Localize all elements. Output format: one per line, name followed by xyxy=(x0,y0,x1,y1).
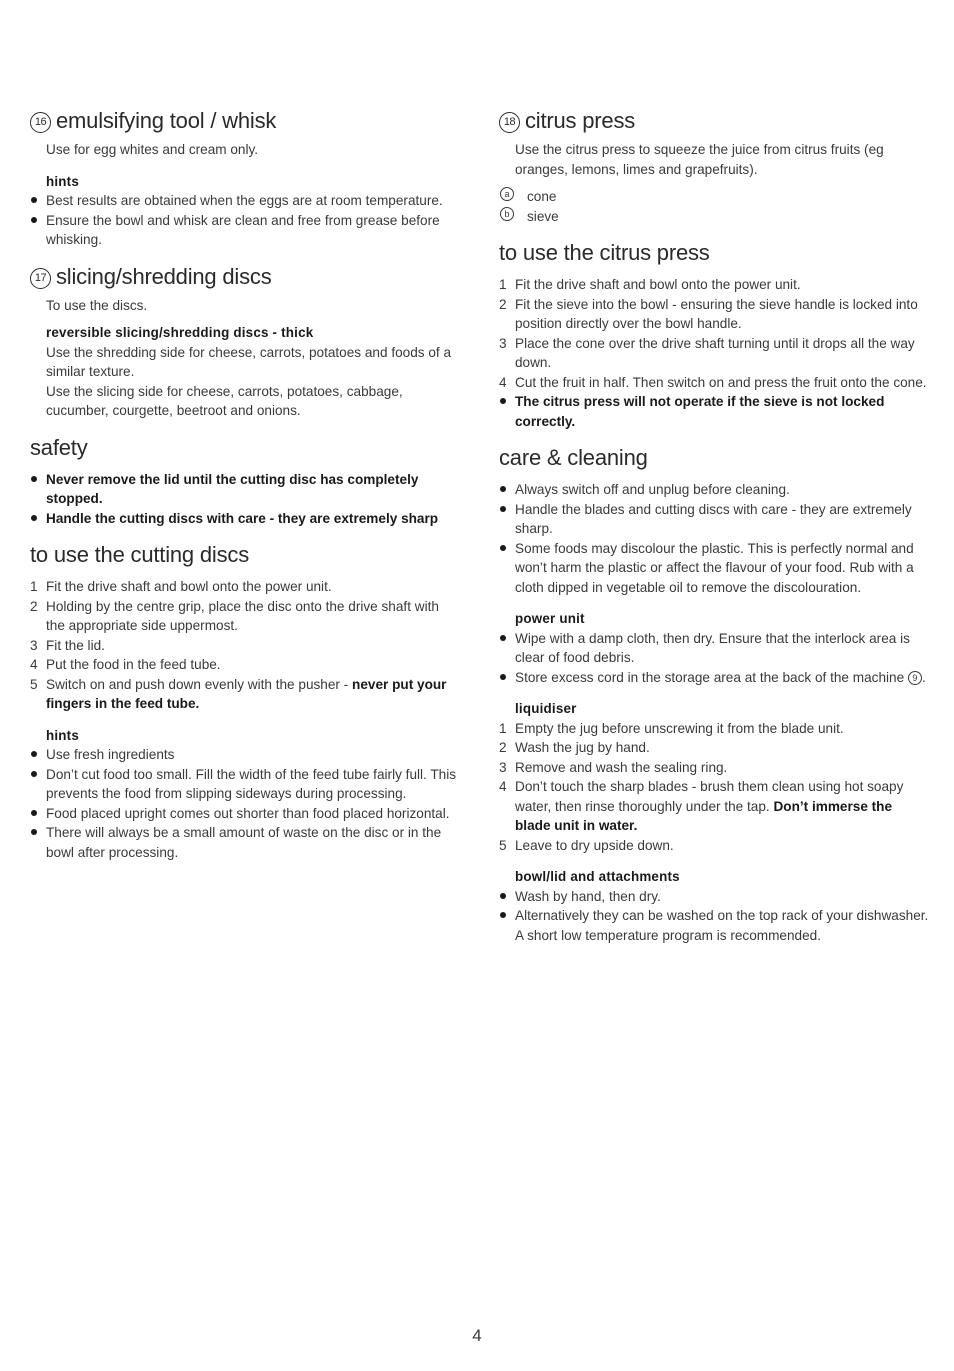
list-item: 2 Fit the sieve into the bowl - ensuring the sieve handle is locked into position directly over the bowl handle. xyxy=(499,296,918,331)
list-item: Wash by hand, then dry. xyxy=(499,887,929,907)
list-item: Handle the cutting discs with care - they are extremely sharp xyxy=(30,509,460,529)
heading-citrus: 18 citrus press xyxy=(499,106,929,136)
heading-whisk: 16 emulsifying tool / whisk xyxy=(30,106,460,136)
list-item: a cone xyxy=(499,187,929,207)
list-item: Best results are obtained when the eggs are at room temperature. xyxy=(30,191,460,211)
list-item: 3 Fit the lid. xyxy=(30,637,105,653)
list-item: 2 Holding by the centre grip, place the disc onto the drive shaft with the appropriate side uppermost. xyxy=(30,598,439,633)
section-safety xyxy=(30,433,460,529)
list-item: 1 Fit the drive shaft and bowl onto the power unit. xyxy=(30,579,332,594)
list-item: Alternatively they can be washed on the top rack of your dishwasher. A short low temperature program is recommended. xyxy=(499,906,929,945)
list-item: 4 Don’t touch the sharp blades - brush them clean using hot soapy water, then rinse thoroughly under the tap. Don’t immerse the blade unit in water. xyxy=(499,779,904,833)
list-item: 5 Leave to dry upside down. xyxy=(499,837,674,853)
list-item: Food placed upright comes out shorter than food placed horizontal. xyxy=(30,804,460,824)
list-item: Don’t cut food too small. Fill the width of the feed tube fairly full. This prevents the food from slipping sideways during processing. xyxy=(30,765,460,804)
list-item: 2 Wash the jug by hand. xyxy=(499,740,650,755)
care-list xyxy=(499,480,929,597)
right-column xyxy=(499,106,929,957)
discs-intro: To use the discs. xyxy=(46,297,148,313)
bowl-lid-list xyxy=(499,887,929,946)
discs-text-shredding: Use the shredding side for cheese, carrots, potatoes and foods of a similar texture. xyxy=(46,344,452,379)
number-badge: 18 xyxy=(499,112,520,133)
heading-safety: safety xyxy=(30,434,88,460)
list-item: 4 Put the food in the feed tube. xyxy=(30,657,221,672)
list-item: Some foods may discolour the plastic. This is perfectly normal and won’t harm the plastic or affect the flavour of your food. Rub with a cloth dipped in vegetable oil to remove the discolouration. xyxy=(499,539,929,598)
section-whisk xyxy=(30,106,460,250)
whisk-hints-label: hints xyxy=(46,173,79,189)
list-item: 5 Switch on and push down evenly with the pusher - never put your fingers in the feed tube. xyxy=(30,676,447,711)
list-item: Ensure the bowl and whisk are clean and free from grease before whisking. xyxy=(30,211,460,250)
section-cutting xyxy=(30,540,460,862)
cutting-steps xyxy=(30,577,460,714)
list-item: 3 Remove and wash the sealing ring. xyxy=(499,759,728,775)
discs-text-slicing: Use the slicing side for cheese, carrots, potatoes, cabbage, cucumber, courgette, beetroot and onions. xyxy=(46,383,403,418)
list-item: Wipe with a damp cloth, then dry. Ensure that the interlock area is clear of food debris. xyxy=(499,629,929,668)
list-item: b sieve xyxy=(499,207,929,227)
power-unit-label: power unit xyxy=(515,611,585,626)
list-item: Use fresh ingredients xyxy=(30,745,460,765)
heading-use-citrus: to use the citrus press xyxy=(499,240,710,265)
list-item: Always switch off and unplug before cleaning. xyxy=(499,480,929,500)
section-citrus xyxy=(499,106,929,226)
number-badge: 17 xyxy=(30,268,51,289)
heading-care: care & cleaning xyxy=(499,445,648,470)
citrus-intro: Use the citrus press to squeeze the juice from citrus fruits (eg oranges, lemons, limes and grapefruits). xyxy=(515,142,884,177)
section-discs xyxy=(30,262,460,421)
left-column xyxy=(30,106,460,874)
liquidiser-steps xyxy=(499,719,929,856)
reference-badge: 9 xyxy=(908,671,922,685)
cutting-hints-label: hints xyxy=(46,727,79,743)
list-item: 1 Empty the jug before unscrewing it from the blade unit. xyxy=(499,720,844,736)
discs-sub-label: reversible slicing/shredding discs - thick xyxy=(46,325,314,340)
heading-discs: 17 slicing/shredding discs xyxy=(30,262,460,292)
safety-list xyxy=(30,470,460,529)
citrus-steps xyxy=(499,275,929,431)
list-item: Store excess cord in the storage area at the back of the machine 9 . xyxy=(499,668,929,688)
list-item: Handle the blades and cutting discs with care - they are extremely sharp. xyxy=(499,500,929,539)
list-item: 3 Place the cone over the drive shaft turning until it drops all the way down. xyxy=(499,335,915,370)
liquidiser-label: liquidiser xyxy=(515,701,577,716)
list-item: Never remove the lid until the cutting disc has completely stopped. xyxy=(30,470,460,509)
list-item: 1 Fit the drive shaft and bowl onto the power unit. xyxy=(499,277,801,292)
whisk-hints-list xyxy=(30,191,460,250)
list-item: There will always be a small amount of waste on the disc or in the bowl after processing. xyxy=(30,823,460,862)
power-unit-list xyxy=(499,629,929,688)
number-badge: 16 xyxy=(30,112,51,133)
citrus-parts xyxy=(499,187,929,226)
list-item: 4 Cut the fruit in half. Then switch on and press the fruit onto the cone. xyxy=(499,374,927,390)
cutting-hints-list xyxy=(30,745,460,862)
whisk-intro: Use for egg whites and cream only. xyxy=(46,142,259,157)
page-number: 4 xyxy=(472,1326,482,1345)
bowl-lid-label: bowl/lid and attachments xyxy=(515,869,680,884)
section-care xyxy=(499,443,929,945)
section-use-citrus xyxy=(499,238,929,431)
citrus-warning: The citrus press will not operate if the sieve is not locked correctly. xyxy=(499,392,929,431)
heading-cutting: to use the cutting discs xyxy=(30,542,249,567)
